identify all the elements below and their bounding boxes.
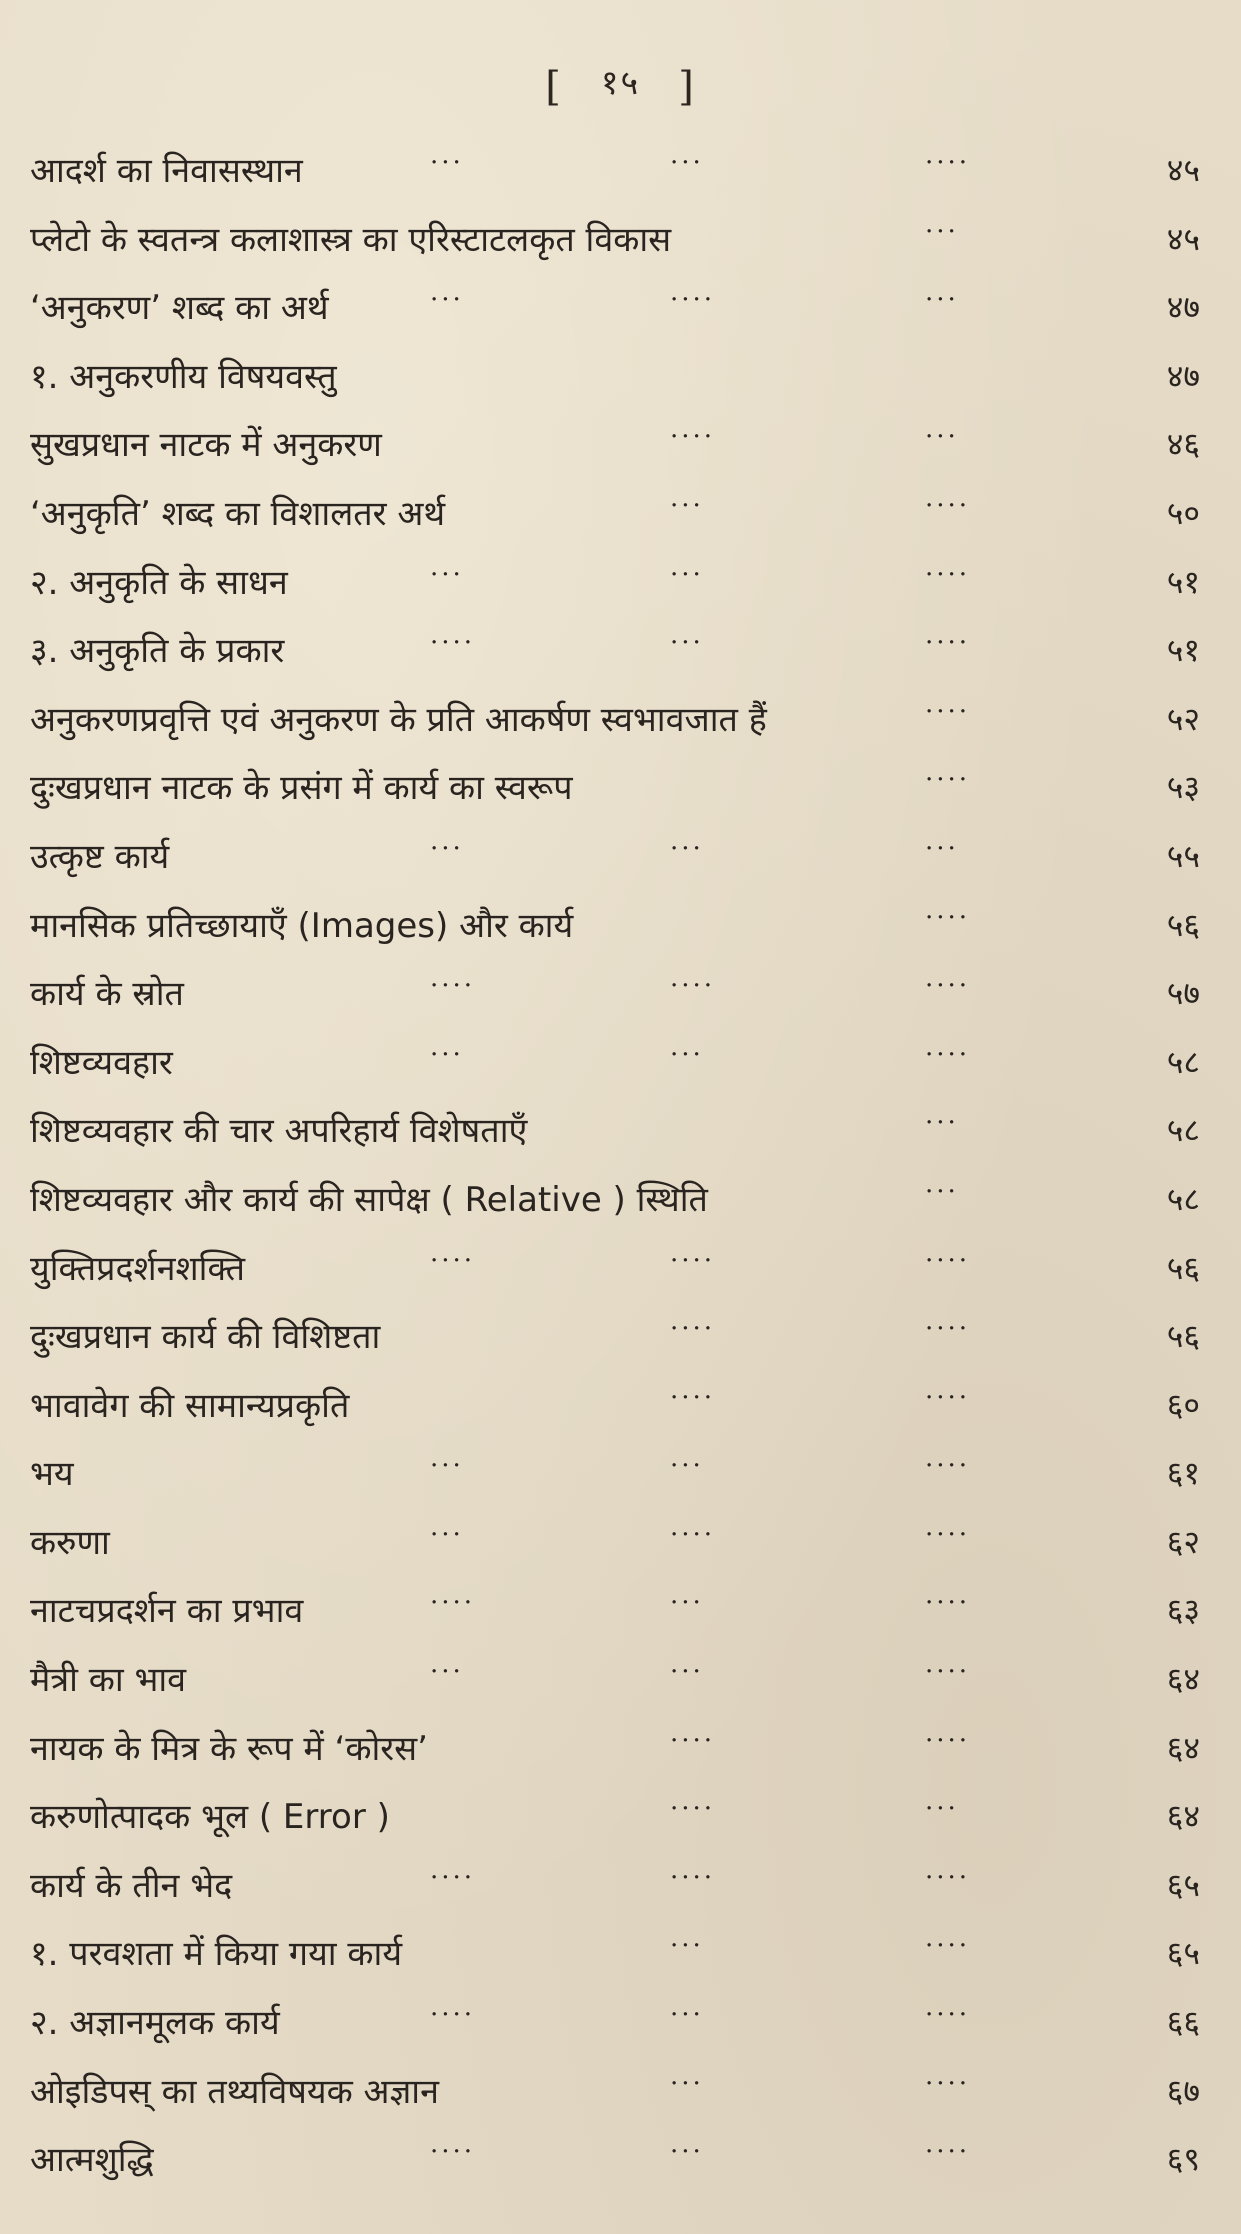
leader-dots: .... [925,2129,971,2160]
leader-dots: ... [670,1992,704,2023]
leader-dots: ... [430,1443,464,1474]
toc-entry-title: ‘अनुकृति’ शब्द का विशालतर अर्थ [30,493,446,534]
toc-entry-title: दुःखप्रधान नाटक के प्रसंग में कार्य का स्वरूप [30,768,573,809]
toc-entry-title: ओइडिपस् का तथ्यविषयक अज्ञान [30,2071,439,2112]
toc-entry-title: कार्य के स्रोत [30,974,184,1015]
leader-dots: .... [430,1854,476,1885]
toc-entry-page-number: ५५ [1166,836,1200,875]
toc-entry-title: नाटचप्रदर्शन का प्रभाव [30,1591,304,1632]
toc-entry-page-number: ५८ [1166,1111,1200,1150]
toc-entry-title: भावावेग की सामान्यप्रकृति [30,1385,350,1426]
toc-entry [30,1234,1200,1303]
toc-entry-page-number: ६४ [1166,1728,1200,1767]
toc-entry-title: करुणोत्पादक भूल ( Error ) [30,1797,390,1838]
toc-entry-page-number: ६५ [1166,1934,1200,1973]
toc-entry-title: आत्मशुद्धि [30,2140,154,2181]
toc-entry-page-number: ४५ [1166,151,1200,189]
leader-dots: .... [925,1649,971,1680]
toc-entry [30,479,1200,548]
leader-dots: .... [925,963,971,994]
right-bracket: ] [678,64,696,110]
toc-entry-page-number: ५८ [1166,1042,1200,1081]
toc-entry-page-number: ५३ [1166,768,1200,807]
leader-dots: ... [430,277,464,308]
toc-entry [30,959,1200,1028]
table-of-contents [30,136,1200,2196]
toc-entry-title: शिष्टव्यवहार की चार अपरिहार्य विशेषताएँ [30,1111,528,1152]
toc-entry-page-number: ६३ [1166,1591,1200,1630]
toc-entry-page-number: ५२ [1166,699,1200,738]
leader-dots: ... [670,1923,704,1954]
toc-entry [30,2057,1200,2126]
page-number: १५ [600,63,641,103]
toc-entry [30,891,1200,960]
toc-entry [30,548,1200,617]
toc-entry-title: प्लेटो के स्वतन्त्र कलाशास्त्र का एरिस्टाटलकृत विकास [30,219,672,260]
leader-dots: .... [670,1306,716,1337]
leader-dots: .... [670,1786,716,1817]
toc-entry [30,616,1200,685]
toc-entry [30,685,1200,754]
toc-entry-page-number: ६२ [1166,1522,1200,1561]
leader-dots: ... [925,1100,959,1131]
leader-dots: ... [430,1031,464,1062]
leader-dots: ... [670,140,704,170]
toc-entry-page-number: ६० [1166,1385,1200,1424]
leader-dots: .... [925,1374,971,1405]
toc-entry-title: १. परवशता में किया गया कार्य [30,1934,403,1975]
leader-dots: .... [430,1992,476,2023]
toc-entry-page-number: ६५ [1166,1865,1200,1904]
toc-entry-page-number: ४७ [1166,356,1200,395]
toc-entry [30,1851,1200,1920]
toc-entry [30,1714,1200,1783]
leader-dots: .... [925,620,971,651]
leader-dots: .... [430,1237,476,1268]
leader-dots: .... [925,1992,971,2023]
leader-dots: .... [925,1923,971,1954]
toc-entry-title: आदर्श का निवासस्थान [30,151,303,191]
toc-entry-page-number: ६७ [1166,2071,1200,2110]
toc-entry [30,1439,1200,1508]
toc-entry [30,753,1200,822]
leader-dots: .... [670,1854,716,1885]
leader-dots: .... [925,894,971,925]
leader-dots: .... [925,688,971,719]
toc-entry [30,1302,1200,1371]
toc-entry [30,273,1200,342]
leader-dots: ... [670,825,704,856]
leader-dots: .... [430,620,476,651]
toc-entry-title: युक्तिप्रदर्शनशक्ति [30,1248,246,1289]
toc-entry [30,1165,1200,1234]
toc-entry-title: मानसिक प्रतिच्छायाएँ (Images) और कार्य [30,905,574,946]
leader-dots: ... [670,2129,704,2160]
leader-dots: .... [925,140,971,170]
leader-dots: ... [670,482,704,513]
toc-entry-page-number: ४५ [1166,219,1200,258]
leader-dots: .... [925,1717,971,1748]
toc-entry-page-number: ५६ [1166,1317,1200,1356]
leader-dots: ... [670,551,704,582]
page-header [0,58,1241,110]
leader-dots: .... [670,963,716,994]
toc-entry-page-number: ५१ [1166,631,1200,670]
leader-dots: .... [670,1511,716,1542]
leader-dots: ... [670,1649,704,1680]
toc-entry-page-number: ५० [1166,493,1200,532]
left-bracket: [ [545,64,563,110]
leader-dots: .... [925,1237,971,1268]
toc-entry-title: सुखप्रधान नाटक में अनुकरण [30,425,382,466]
leader-dots: ... [430,140,464,170]
leader-dots: ... [670,1580,704,1611]
toc-entry-title: भय [30,1454,74,1495]
leader-dots: .... [925,482,971,513]
leader-dots: .... [670,1237,716,1268]
toc-entry-page-number: ५६ [1166,1248,1200,1287]
leader-dots: .... [670,414,716,445]
toc-entry-page-number: ४६ [1166,425,1200,464]
toc-entry [30,1645,1200,1714]
toc-entry [30,410,1200,479]
toc-entry-title: १. अनुकरणीय विषयवस्तु [30,356,337,397]
toc-entry [30,342,1200,411]
leader-dots: ... [925,825,959,856]
toc-entry [30,1919,1200,1988]
leader-dots: ... [925,1168,959,1199]
leader-dots: ... [670,1031,704,1062]
leader-dots: ... [430,551,464,582]
toc-entry-title: दुःखप्रधान कार्य की विशिष्टता [30,1317,381,1358]
toc-entry [30,1576,1200,1645]
leader-dots: ... [670,620,704,651]
leader-dots: .... [925,757,971,788]
leader-dots: .... [925,1580,971,1611]
toc-entry [30,1782,1200,1851]
leader-dots: .... [430,963,476,994]
toc-entry-page-number: ५१ [1166,562,1200,601]
toc-entry [30,1096,1200,1165]
toc-entry [30,1028,1200,1097]
leader-dots: .... [670,1717,716,1748]
leader-dots: ... [925,414,959,445]
toc-entry-title: कार्य के तीन भेद [30,1865,233,1906]
leader-dots: .... [670,277,716,308]
leader-dots: .... [670,1374,716,1405]
leader-dots: .... [925,2060,971,2091]
leader-dots: .... [925,1511,971,1542]
leader-dots: .... [430,2129,476,2160]
leader-dots: .... [925,1306,971,1337]
leader-dots: ... [925,1786,959,1817]
toc-entry-title: ३. अनुकृति के प्रकार [30,631,285,672]
toc-entry [30,1988,1200,2057]
toc-entry-page-number: ६१ [1166,1454,1200,1493]
leader-dots: .... [430,1580,476,1611]
toc-entry-page-number: ६९ [1166,2140,1200,2179]
leader-dots: .... [925,1443,971,1474]
leader-dots: ... [430,1649,464,1680]
toc-entry [30,136,1200,205]
leader-dots: ... [925,277,959,308]
toc-entry-title: मैत्री का भाव [30,1660,187,1701]
toc-entry [30,205,1200,274]
leader-dots: ... [430,825,464,856]
toc-entry-page-number: ६४ [1166,1797,1200,1836]
leader-dots: .... [925,551,971,582]
toc-entry-title: नायक के मित्र के रूप में ‘कोरस’ [30,1728,428,1769]
leader-dots: ... [670,2060,704,2091]
toc-entry-title: अनुकरणप्रवृत्ति एवं अनुकरण के प्रति आकर्षण स्वभावजात हैं [30,699,767,740]
toc-entry-title: शिष्टव्यवहार और कार्य की सापेक्ष ( Relative ) स्थिति [30,1179,708,1220]
toc-entry-title: शिष्टव्यवहार [30,1042,173,1083]
leader-dots: .... [925,1031,971,1062]
toc-entry-page-number: ६४ [1166,1660,1200,1699]
toc-entry-title: ‘अनुकरण’ शब्द का अर्थ [30,288,329,329]
toc-entry-page-number: ४७ [1166,288,1200,327]
leader-dots: ... [430,1511,464,1542]
toc-entry-page-number: ५८ [1166,1179,1200,1218]
leader-dots: ... [670,1443,704,1474]
toc-entry-page-number: ५७ [1166,974,1200,1013]
toc-entry [30,1508,1200,1577]
toc-entry [30,1371,1200,1440]
toc-entry-title: करुणा [30,1522,110,1563]
toc-entry-title: २. अज्ञानमूलक कार्य [30,2003,280,2044]
toc-entry [30,2125,1200,2194]
leader-dots: ... [925,208,959,239]
toc-entry-page-number: ६६ [1166,2003,1200,2042]
toc-entry [30,822,1200,891]
leader-dots: .... [925,1854,971,1885]
toc-entry-title: उत्कृष्ट कार्य [30,836,170,877]
toc-entry-title: २. अनुकृति के साधन [30,562,288,603]
toc-entry-page-number: ५६ [1166,905,1200,944]
